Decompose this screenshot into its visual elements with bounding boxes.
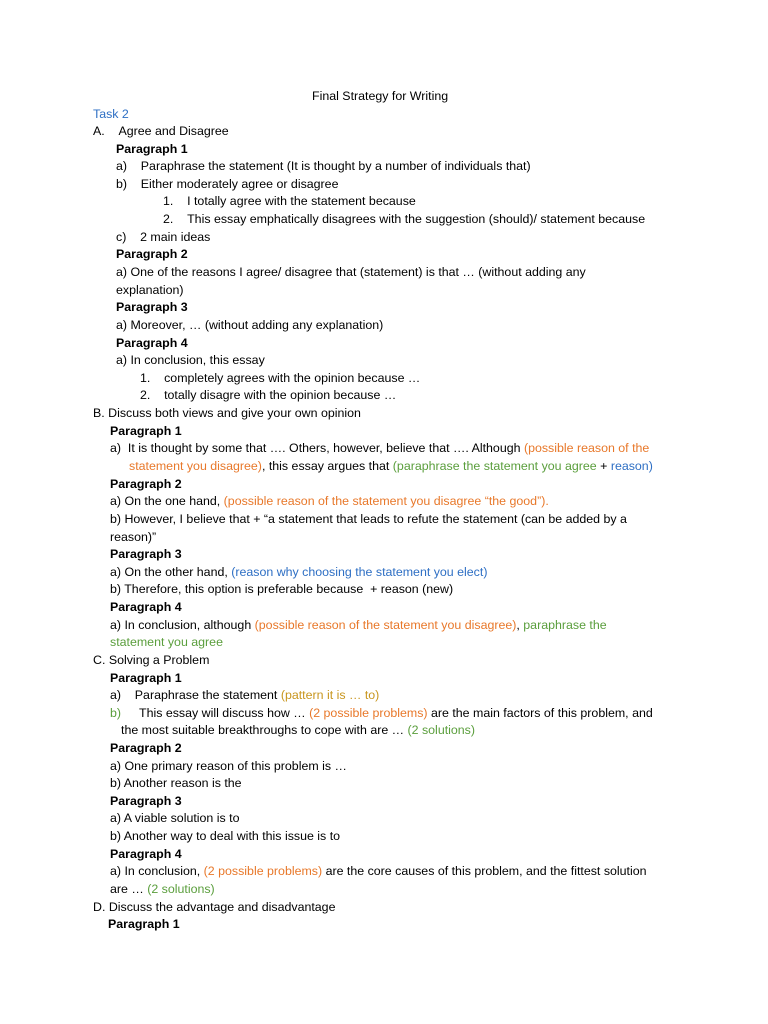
c-p1-b-text3: the most suitable breakthroughs to cope with are …	[121, 723, 408, 737]
b-p3-item-b: b) Therefore, this option is preferable because + reason (new)	[110, 582, 454, 596]
c-p1-b-text: This essay will discuss how …	[139, 706, 310, 720]
c-p1-b-highlight-solutions: (2 solutions)	[407, 723, 476, 737]
c-p4-text3: are …	[110, 882, 148, 896]
b-p1-item-a-line1	[110, 440, 649, 456]
b-p2-highlight: (possible reason of the statement you disagree “the good”).	[223, 494, 549, 508]
section-a-heading: A. Agree and Disagree	[93, 124, 229, 138]
a-paragraph2-heading: Paragraph 2	[116, 247, 188, 261]
c-p1-item-b-line1	[139, 705, 653, 721]
a-p2-item-a-line2: explanation)	[116, 283, 184, 297]
a-item-b: b) Either moderately agree or disagree	[116, 177, 339, 191]
a-p4-item-a: a) In conclusion, this essay	[116, 353, 265, 367]
b-p4-item-a-line1	[110, 617, 607, 633]
a-p4-item-2: 2. totally disagre with the opinion because …	[140, 388, 397, 402]
b-p1-highlight-disagree: (possible reason of the	[523, 441, 650, 455]
d-paragraph1-heading: Paragraph 1	[108, 917, 180, 931]
b-p1-text-argues: , this essay argues that	[261, 459, 393, 473]
c-p1-item-b-line2	[121, 722, 475, 738]
document-title: Final Strategy for Writing	[312, 89, 449, 103]
a-item-c: c) 2 main ideas	[116, 230, 211, 244]
b-p3-highlight: (reason why choosing the statement you elect)	[231, 565, 488, 579]
b-p1-plus: +	[596, 459, 611, 473]
b-p4-text: a) In conclusion, although	[110, 618, 255, 632]
b-p3-item-a	[110, 564, 487, 580]
a-paragraph3-heading: Paragraph 3	[116, 300, 188, 314]
b-p2-item-b-line2: reason)”	[110, 530, 157, 544]
c-p1-item-b-marker: b)	[110, 706, 122, 720]
b-p1-highlight-disagree-cont: statement you disagree)	[129, 459, 262, 473]
c-p3-item-a: a) A viable solution is to	[110, 811, 240, 825]
b-paragraph4-heading: Paragraph 4	[110, 600, 182, 614]
task-label: Task 2	[93, 107, 129, 121]
b-p1-highlight-agree: (paraphrase the statement you agree	[392, 459, 597, 473]
b-p3-text: a) On the other hand,	[110, 565, 232, 579]
section-d-heading: D. Discuss the advantage and disadvantage	[93, 900, 336, 914]
c-p1-b-text2: are the main factors of this problem, and	[427, 706, 653, 720]
b-p2-text: a) On the one hand,	[110, 494, 224, 508]
c-paragraph4-heading: Paragraph 4	[110, 847, 182, 861]
c-p1-b-highlight-problems: (2 possible problems)	[309, 706, 428, 720]
c-p1-a-highlight: (pattern it is … to)	[280, 688, 380, 702]
b-p1-text: a) It is thought by some that …. Others, however, believe that …. Although	[110, 441, 524, 455]
b-paragraph1-heading: Paragraph 1	[110, 424, 182, 438]
section-c-heading: C. Solving a Problem	[93, 653, 210, 667]
b-p1-highlight-reason: reason)	[610, 459, 653, 473]
c-p4-text2: are the core causes of this problem, and the fittest solution	[322, 864, 647, 878]
c-p4-text: a) In conclusion,	[110, 864, 204, 878]
b-p2-item-a	[110, 493, 549, 509]
b-p4-comma: ,	[516, 618, 524, 632]
c-paragraph2-heading: Paragraph 2	[110, 741, 182, 755]
a-paragraph4-heading: Paragraph 4	[116, 336, 188, 350]
c-p2-item-a: a) One primary reason of this problem is …	[110, 759, 347, 773]
a-item-b1: 1. I totally agree with the statement because	[163, 194, 416, 208]
c-p4-item-a-line2	[110, 881, 215, 897]
c-paragraph1-heading: Paragraph 1	[110, 671, 182, 685]
a-p2-item-a-line1: a) One of the reasons I agree/ disagree that (statement) is that … (without adding any	[116, 265, 586, 279]
c-p1-item-a	[110, 687, 379, 703]
a-item-a: a) Paraphrase the statement (It is thought by a number of individuals that)	[116, 159, 531, 173]
b-paragraph3-heading: Paragraph 3	[110, 547, 182, 561]
b-paragraph2-heading: Paragraph 2	[110, 477, 182, 491]
b-p4-highlight-agree: paraphrase the	[523, 618, 607, 632]
a-p3-item-a: a) Moreover, … (without adding any explanation)	[116, 318, 384, 332]
a-item-b2: 2. This essay emphatically disagrees with the suggestion (should)/ statement because	[163, 212, 646, 226]
a-p4-item-1: 1. completely agrees with the opinion because …	[140, 371, 421, 385]
b-p1-item-a-line2	[129, 458, 653, 474]
section-b-heading: B. Discuss both views and give your own opinion	[93, 406, 361, 420]
c-paragraph3-heading: Paragraph 3	[110, 794, 182, 808]
c-p4-item-a-line1	[110, 863, 647, 879]
c-p3-item-b: b) Another way to deal with this issue is to	[110, 829, 341, 843]
a-paragraph1-heading: Paragraph 1	[116, 142, 188, 156]
c-p2-item-b: b) Another reason is the	[110, 776, 242, 790]
c-p4-highlight-solutions: (2 solutions)	[147, 882, 215, 896]
b-p4-highlight-disagree: (possible reason of the statement you disagree)	[254, 618, 517, 632]
c-p4-highlight-problems: (2 possible problems)	[203, 864, 323, 878]
c-p1-a-text: a) Paraphrase the statement	[110, 688, 281, 702]
b-p2-item-b-line1: b) However, I believe that + “a statement that leads to refute the statement (can be added by a	[110, 512, 627, 526]
b-p4-item-a-line2: statement you agree	[110, 635, 223, 649]
